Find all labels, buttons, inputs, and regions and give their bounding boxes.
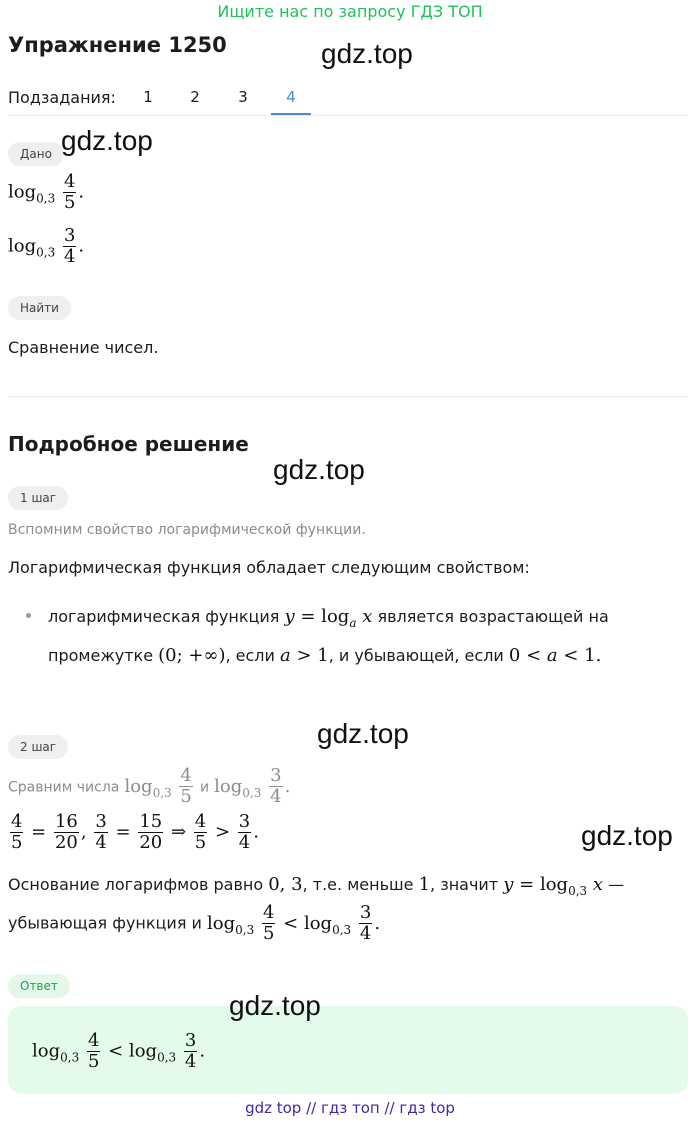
given-expression-1: $\log_{0,3}$ $\frac{4}{5}$ . xyxy=(8,171,85,213)
watermark: gdz.top xyxy=(61,125,153,156)
solution-title: Подробное решение xyxy=(8,432,249,456)
watermark: gdz.top xyxy=(317,718,409,749)
conclusion-line-2: убывающая функция и $\log_{0,3}$ $\frac{4}{5}$ < $\log_{0,3}$ $\frac{3}{4}$ . xyxy=(8,902,381,944)
subtasks-nav xyxy=(8,86,688,116)
subtask-tab-2[interactable]: 2 xyxy=(190,88,200,106)
active-tab-indicator xyxy=(271,113,311,115)
exercise-title: Упражнение 1250 xyxy=(8,33,227,57)
answer-badge: Ответ xyxy=(8,974,70,998)
fraction-comparison: $\frac{4}{5}$ = $\frac{16}{20}$ , $\frac{3}{4}$ = $\frac{15}{20}$ ⇒ $\frac{4}{5}$ > $\frac{3}{4}$ . xyxy=(11,811,259,853)
subtask-tab-4[interactable]: 4 xyxy=(286,88,296,106)
find-text: Сравнение чисел. xyxy=(8,338,159,357)
find-badge: Найти xyxy=(8,296,71,320)
given-expression-2: $\log_{0,3}$ $\frac{3}{4}$ . xyxy=(8,225,85,267)
property-line-2: промежутке (0; +∞), если a > 1, и убывающей, если 0 < a < 1. xyxy=(48,645,602,666)
subtasks-label: Подзадания: xyxy=(8,88,116,107)
step-1-hint: Вспомним свойство логарифмической функции. xyxy=(8,522,366,538)
subtask-tab-1[interactable]: 1 xyxy=(143,88,153,106)
step-2-badge: 2 шаг xyxy=(8,735,68,759)
answer-expression: $\log_{0,3}$ $\frac{4}{5}$ < $\log_{0,3}$ $\frac{3}{4}$ . xyxy=(32,1030,206,1072)
property-line-1: логарифмическая функция $y = \log_a x$ является возрастающей на xyxy=(48,606,609,630)
subtasks-divider xyxy=(8,115,688,116)
footer-links: gdz top // гдз топ // гдз top xyxy=(245,1099,455,1117)
subtask-tab-3[interactable]: 3 xyxy=(238,88,248,106)
search-banner: Ищите нас по запросу ГДЗ ТОП xyxy=(217,2,483,21)
step-1-intro: Логарифмическая функция обладает следующим свойством: xyxy=(8,558,530,577)
given-badge: Дано xyxy=(8,142,64,166)
watermark: gdz.top xyxy=(229,990,321,1021)
section-divider xyxy=(8,396,688,397)
watermark: gdz.top xyxy=(321,38,413,69)
bullet-marker xyxy=(26,613,31,618)
step-1-badge: 1 шаг xyxy=(8,486,68,510)
watermark: gdz.top xyxy=(273,454,365,485)
watermark: gdz.top xyxy=(581,820,673,851)
step-2-hint: Сравним числа $\log_{0,3}$ $\frac{4}{5}$ и $\log_{0,3}$ $\frac{3}{4}$ . xyxy=(8,765,291,807)
conclusion-line-1: Основание логарифмов равно 0, 3, т.е. меньше 1, значит $y = \log_{0,3} x$ — xyxy=(8,874,625,898)
